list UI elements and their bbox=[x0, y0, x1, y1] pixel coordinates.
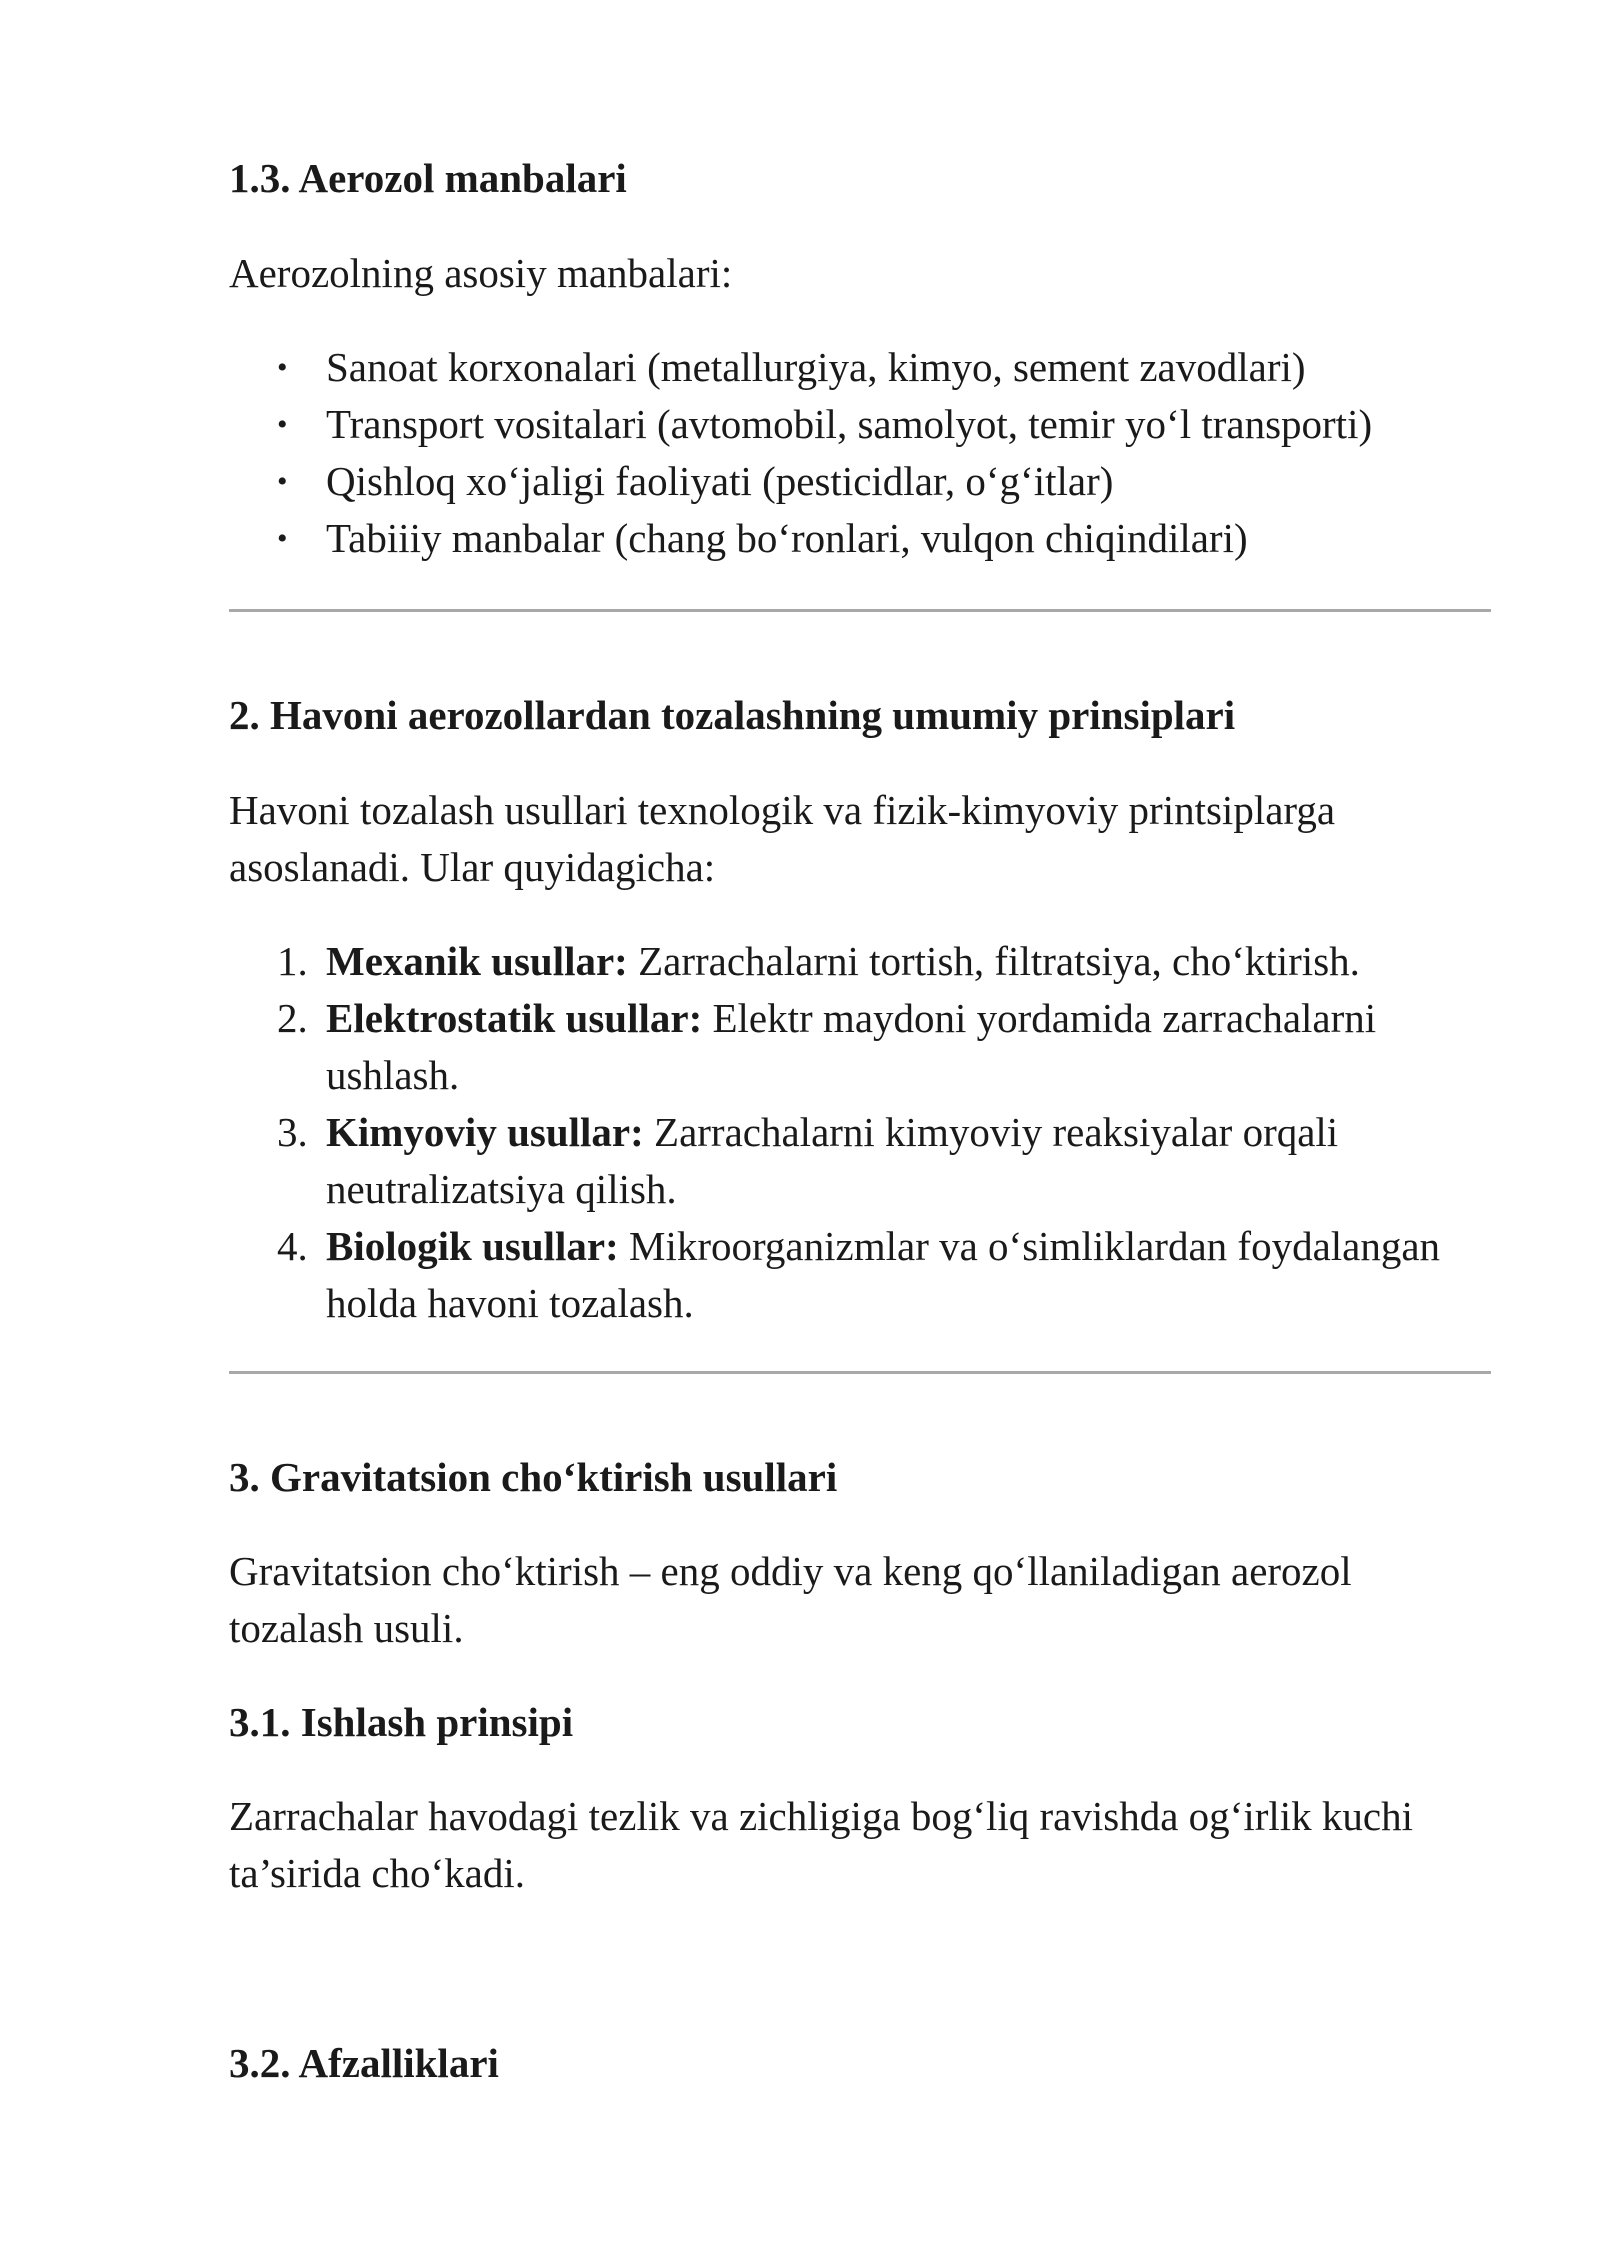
list-item-text: Tabiiiy manbalar (chang bo‘ronlari, vulqon chiqindilari) bbox=[326, 515, 1248, 561]
list-item bbox=[229, 1104, 1489, 1218]
list-item-text: Sanoat korxonalari (metallurgiya, kimyo, sement zavodlari) bbox=[326, 344, 1306, 390]
list-item-term: Biologik usullar: bbox=[326, 1223, 619, 1269]
paragraph-principles-intro: Havoni tozalash usullari texnologik va fizik-kimyoviy printsiplarga asoslanadi. Ular quyidagicha: bbox=[229, 787, 1336, 890]
list-number: 3. bbox=[277, 1109, 308, 1155]
list-item-text: Qishloq xo‘jaligi faoliyati (pesticidlar, o‘g‘itlar) bbox=[326, 458, 1114, 504]
list-item-term: Kimyoviy usullar: bbox=[326, 1109, 644, 1155]
horizontal-divider bbox=[229, 609, 1491, 612]
list-item-term: Mexanik usullar: bbox=[326, 938, 628, 984]
heading-gravitatsion-choktirish: 3. Gravitatsion cho‘ktirish usullari bbox=[229, 1454, 838, 1500]
paragraph-sources-intro: Aerozolning asosiy manbalari: bbox=[229, 250, 733, 296]
list-item-text: Elektr maydoni yordamida zarrachalarni ushlash. bbox=[326, 995, 1377, 1098]
bullet-icon: • bbox=[277, 522, 288, 555]
paragraph-gravitatsion-intro: Gravitatsion cho‘ktirish – eng oddiy va keng qo‘llaniladigan aerozol tozalash usuli. bbox=[229, 1548, 1352, 1651]
list-item bbox=[229, 1218, 1489, 1332]
heading-afzalliklari: 3.2. Afzalliklari bbox=[229, 2040, 499, 2086]
list-item bbox=[229, 933, 1489, 990]
list-number: 2. bbox=[277, 995, 308, 1041]
heading-umumiy-prinsiplar: 2. Havoni aerozollardan tozalashning umumiy prinsiplari bbox=[229, 692, 1236, 738]
list-item-text: Zarrachalarni tortish, filtratsiya, cho‘ktirish. bbox=[627, 938, 1360, 984]
list-number: 4. bbox=[277, 1223, 308, 1269]
heading-aerozol-manbalari: 1.3. Aerozol manbalari bbox=[229, 155, 627, 201]
list-item-term: Elektrostatik usullar: bbox=[326, 995, 703, 1041]
list-item bbox=[229, 339, 1489, 396]
bullet-icon: • bbox=[277, 351, 288, 384]
methods-numbered-list bbox=[229, 933, 1489, 1332]
heading-ishlash-prinsipi: 3.1. Ishlash prinsipi bbox=[229, 1699, 574, 1745]
list-number: 1. bbox=[277, 938, 308, 984]
list-item-text: Mikroorganizmlar va o‘simliklardan foydalangan holda havoni tozalash. bbox=[326, 1223, 1441, 1326]
list-item-text: Zarrachalarni kimyoviy reaksiyalar orqali neutralizatsiya qilish. bbox=[326, 1109, 1339, 1212]
horizontal-divider bbox=[229, 1371, 1491, 1374]
bullet-icon: • bbox=[277, 408, 288, 441]
list-item-text: Transport vositalari (avtomobil, samolyot, temir yo‘l transporti) bbox=[326, 401, 1373, 447]
paragraph-ishlash-prinsipi: Zarrachalar havodagi tezlik va zichligiga bog‘liq ravishda og‘irlik kuchi ta’sirida cho‘kadi. bbox=[229, 1793, 1413, 1896]
bullet-icon: • bbox=[277, 465, 288, 498]
list-item bbox=[229, 453, 1489, 510]
list-item bbox=[229, 510, 1489, 567]
sources-bullet-list bbox=[229, 339, 1489, 567]
list-item bbox=[229, 990, 1489, 1104]
list-item bbox=[229, 396, 1489, 453]
